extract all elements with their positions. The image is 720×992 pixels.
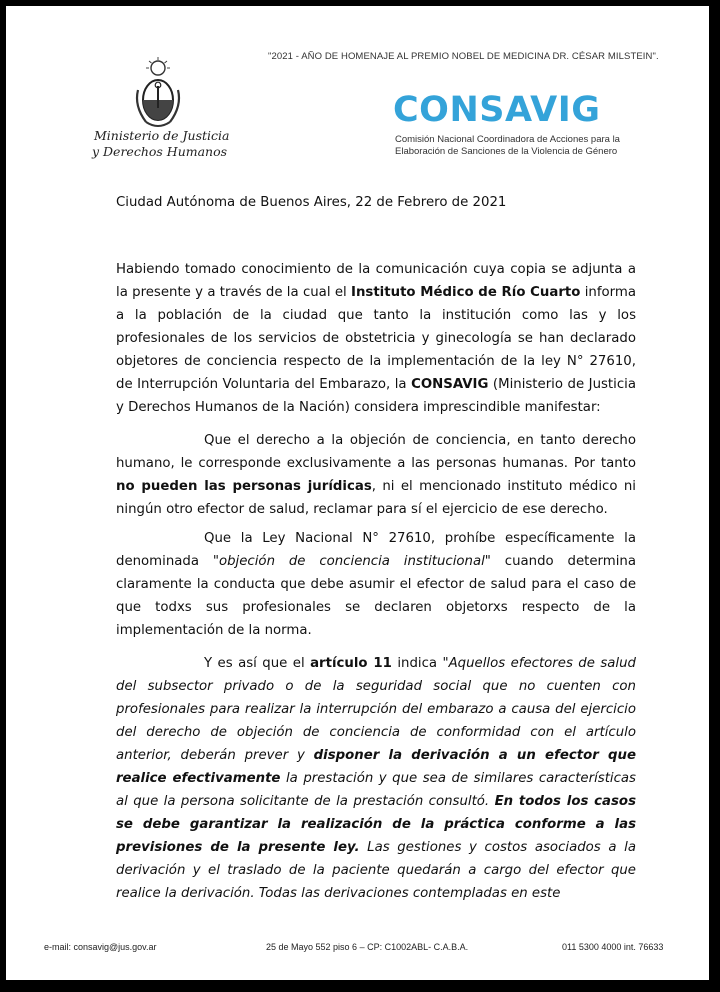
p4-quote-bold-2: En todos los casos se debe garantizar la realización de la práctica conforme a las previsiones de la presente ley.	[116, 794, 636, 855]
p1-text-a: Habiendo tomado conocimiento de la comunicación cuya copia se adjunta a la presente y a través de la cual el	[116, 262, 636, 300]
paragraph-3	[116, 527, 636, 642]
p2-bold: no pueden las personas jurídicas	[116, 479, 372, 494]
p4-quote-h: Las gestiones y costos asociados a la derivación y el traslado de la paciente quedarán a cargo del efector que realice la derivación. Todas las derivaciones contempladas en este	[116, 840, 636, 901]
footer-email: e-mail: consavig@jus.gov.ar	[44, 942, 157, 952]
p3-italic: "objeción de conciencia institucional"	[212, 554, 491, 569]
p4-text-a: Y es así que el	[204, 656, 311, 671]
p4-quote-bold-1: disponer la derivación a un efector que realice efectivamente	[116, 748, 636, 786]
consavig-logo: CONSAVIG	[393, 90, 601, 130]
argentina-coat-of-arms-icon	[132, 56, 184, 132]
paragraph-4	[116, 652, 636, 905]
ministry-logo-text	[92, 128, 262, 160]
document-page	[6, 6, 709, 980]
footer-phone: 011 5300 4000 int. 76633	[562, 942, 664, 952]
consavig-subtitle	[395, 134, 655, 158]
p1-text-e: (Ministerio de Justicia y Derechos Humanos de la Nación) considera imprescindible manifestar:	[116, 377, 636, 415]
consavig-subtitle-line-2: Elaboración de Sanciones de la Violencia de Género	[395, 146, 618, 157]
p4-article: artículo 11	[310, 656, 392, 671]
paragraph-2	[116, 429, 636, 521]
p1-text-c: informa a la población de la ciudad que tanto la institución como las y los profesionales de los servicios de obstetricia y ginecología se han declarado objetores de conciencia respecto de la implementación de la ley N° 27610, de Interrupción Voluntaria del Embarazo, la	[116, 285, 636, 392]
p3-text-c: cuando determina claramente la conducta que debe asumir el efector de salud para el caso de que todxs sus profesionales se declaren objetorxs respecto de la implementación de la norma.	[116, 554, 636, 638]
document-date: Ciudad Autónoma de Buenos Aires, 22 de Febrero de 2021	[116, 195, 507, 210]
p2-text-a: Que el derecho a la objeción de conciencia, en tanto derecho humano, le corresponde exclusivamente a las personas humanas. Por tanto	[116, 433, 636, 471]
ministry-line-2: y Derechos Humanos	[92, 144, 228, 159]
p4-quote-f: la prestación y que sea de similares características al que la persona solicitante de la prestación consultó.	[116, 771, 636, 809]
header-note: "2021 - AÑO DE HOMENAJE AL PREMIO NOBEL DE MEDICINA DR. CÉSAR MILSTEIN".	[268, 51, 659, 62]
p4-quote-a: "Aquellos efectores de salud del subsector privado o de la seguridad social que no cuenten con profesionales para realizar la interrupción del embarazo a causa del ejercicio del derecho de objeción de conciencia de conformidad con el artículo anterior, deberán prever y	[116, 656, 636, 763]
footer-address: 25 de Mayo 552 piso 6 – CP: C1002ABL- C.A.B.A.	[266, 942, 469, 952]
consavig-subtitle-line-1: Comisión Nacional Coordinadora de Acciones para la	[395, 134, 620, 145]
p1-consavig: CONSAVIG	[411, 377, 489, 392]
ministry-line-1: Ministerio de Justicia	[94, 128, 230, 143]
p2-text-c: , ni el mencionado instituto médico ni ningún otro efector de salud, reclamar para sí el ejercicio de ese derecho.	[116, 479, 636, 517]
paragraph-1	[116, 258, 636, 419]
p4-text-c: indica	[391, 656, 443, 671]
p3-text-a: Que la Ley Nacional N° 27610, prohíbe específicamente la denominada	[116, 531, 636, 569]
p1-institute-name: Instituto Médico de Río Cuarto	[351, 285, 581, 300]
